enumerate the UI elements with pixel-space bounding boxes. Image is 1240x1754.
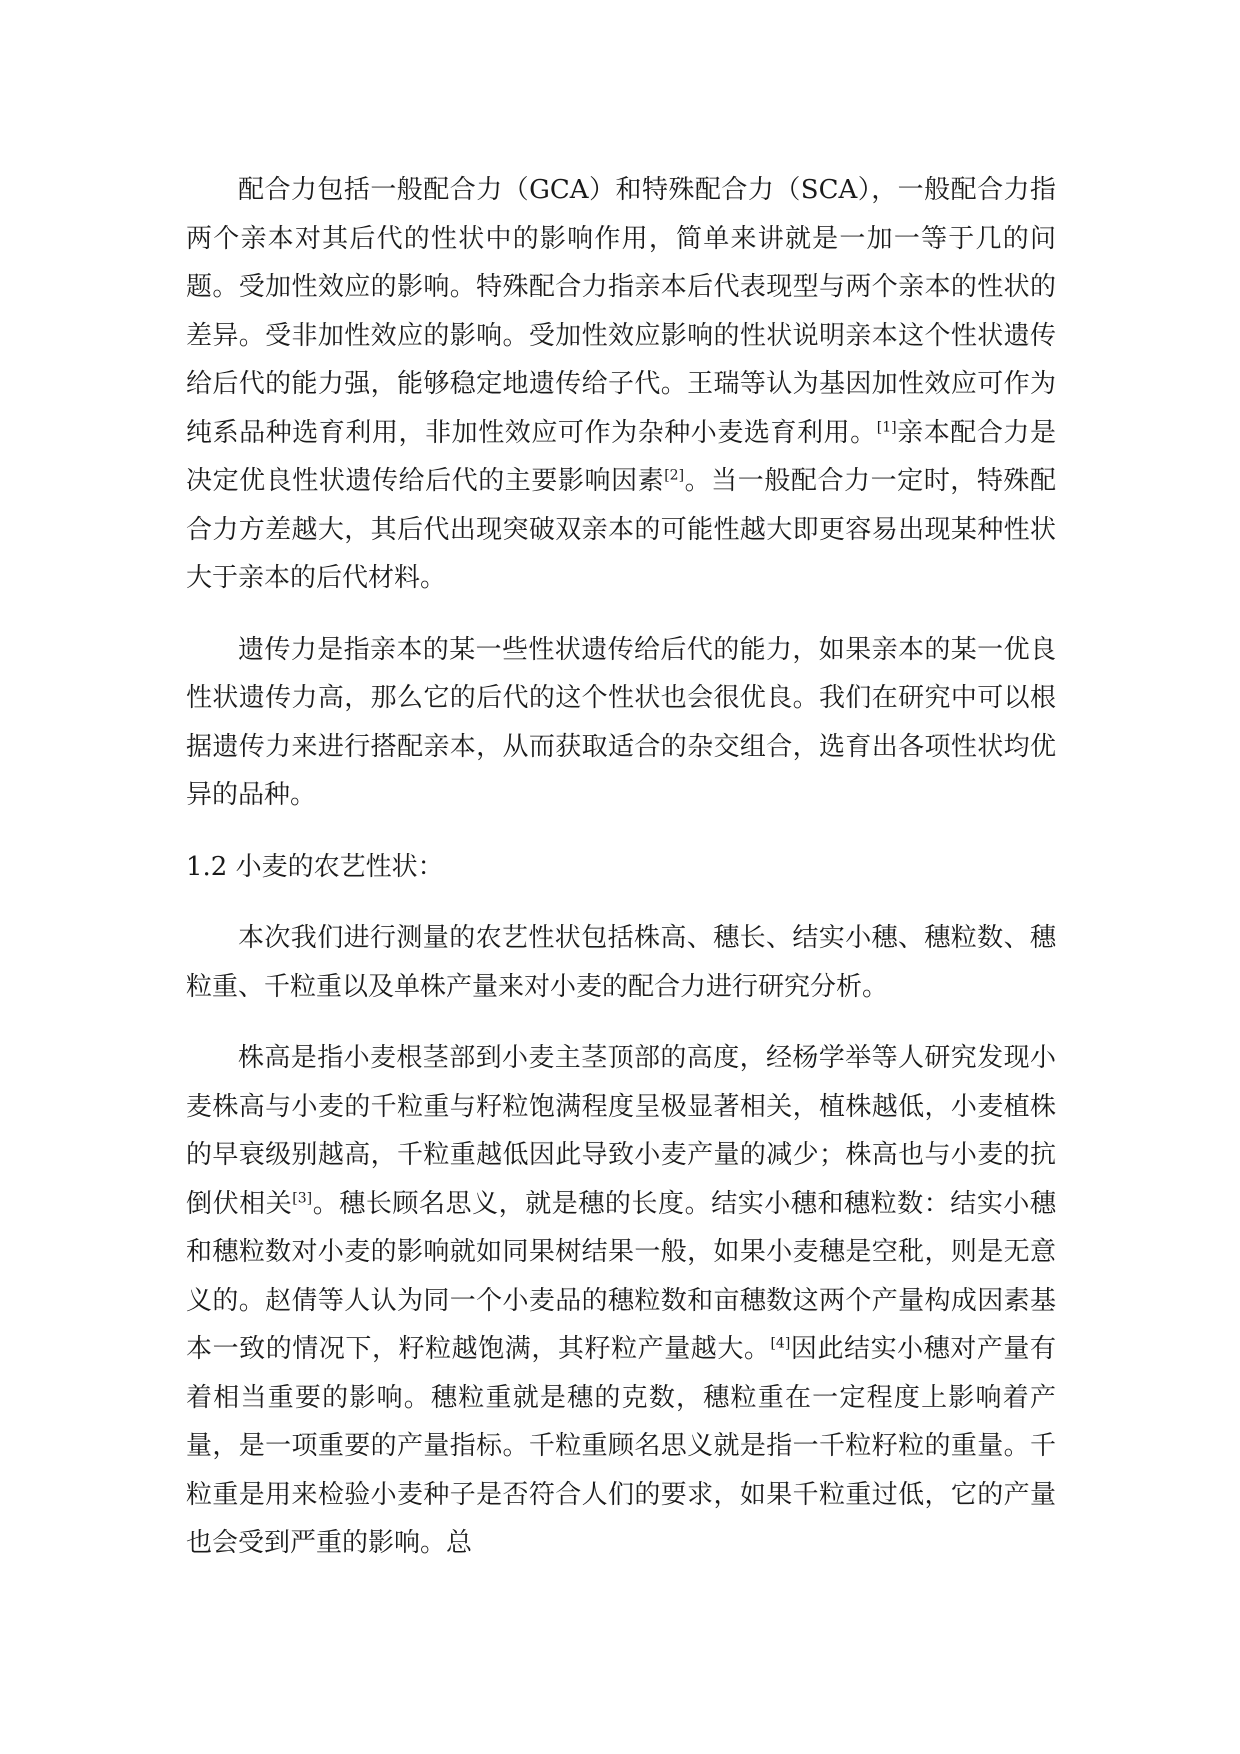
paragraph-text: 配合力包括一般配合力（GCA）和特殊配合力（SCA），一般配合力指两个亲本对其后代的性状中的影响作用，简单来讲就是一加一等于几的问题。受加性效应的影响。特殊配合力指亲本后代表现型与两个亲本的性状的差异。受非加性效应的影响。受加性效应影响的性状说明亲本这个性状遗传给后代的能力强，能够稳定地遗传给子代。王瑞等认为基因加性效应可作为纯系品种选育利用，非加性效应可作为杂种小麦选育利用。	[186, 175, 1056, 448]
citation-3: [3]	[292, 1189, 313, 1206]
paragraph-text: 。当一般配合力一定时，特殊配合力方差越大，其后代出现突破双亲本的可能性越大即更容易出现某种性状大于亲本的后代材料。	[186, 466, 1056, 593]
paragraph-plant-height	[186, 1034, 1056, 1568]
citation-2: [2]	[664, 467, 685, 484]
paragraph-traits-measured	[186, 914, 1056, 1011]
paragraph-text: 株高是指小麦根茎部到小麦主茎顶部的高度，经杨学举等人研究发现小麦株高与小麦的千粒重与籽粒饱满程度呈极显著相关，植株越低，小麦植株的早衰级别越高，千粒重越低因此导致小麦产量的减少；株高也与小麦的抗倒伏相关	[186, 1043, 1056, 1219]
citation-4: [4]	[770, 1335, 791, 1352]
paragraph-heritability	[186, 626, 1056, 820]
paragraph-combining-ability	[186, 166, 1056, 603]
paragraph-text: 遗传力是指亲本的某一些性状遗传给后代的能力，如果亲本的某一优良性状遗传力高，那么它的后代的这个性状也会很优良。我们在研究中可以根据遗传力来进行搭配亲本，从而获取适合的杂交组合，选育出各项性状均优异的品种。	[186, 634, 1056, 810]
citation-1: [1]	[876, 418, 897, 435]
paragraph-text: 亲本配合力是决定优良性状遗传给后代的主要影响因素	[186, 417, 1056, 496]
paragraph-text: 因此结实小穗对产量有着相当重要的影响。穗粒重就是穗的克数，穗粒重在一定程度上影响着产量，是一项重要的产量指标。千粒重顾名思义就是指一千粒籽粒的重量。千粒重是用来检验小麦种子是否符合人们的要求，如果千粒重过低，它的产量也会受到严重的影响。总	[186, 1334, 1056, 1558]
paragraph-text: 本次我们进行测量的农艺性状包括株高、穗长、结实小穗、穗粒数、穗粒重、千粒重以及单株产量来对小麦的配合力进行研究分析。	[186, 923, 1056, 1002]
section-heading: 1.2 小麦的农艺性状：	[186, 851, 444, 882]
document-page	[186, 166, 1056, 1591]
paragraph-text: 。穗长顾名思义，就是穗的长度。结实小穗和穗粒数：结实小穗和穗粒数对小麦的影响就如同果树结果一般，如果小麦穗是空秕，则是无意义的。赵倩等人认为同一个小麦品的穗粒数和亩穗数这两个产量构成因素基本一致的情况下，籽粒越饱满，其籽粒产量越大。	[186, 1188, 1056, 1364]
